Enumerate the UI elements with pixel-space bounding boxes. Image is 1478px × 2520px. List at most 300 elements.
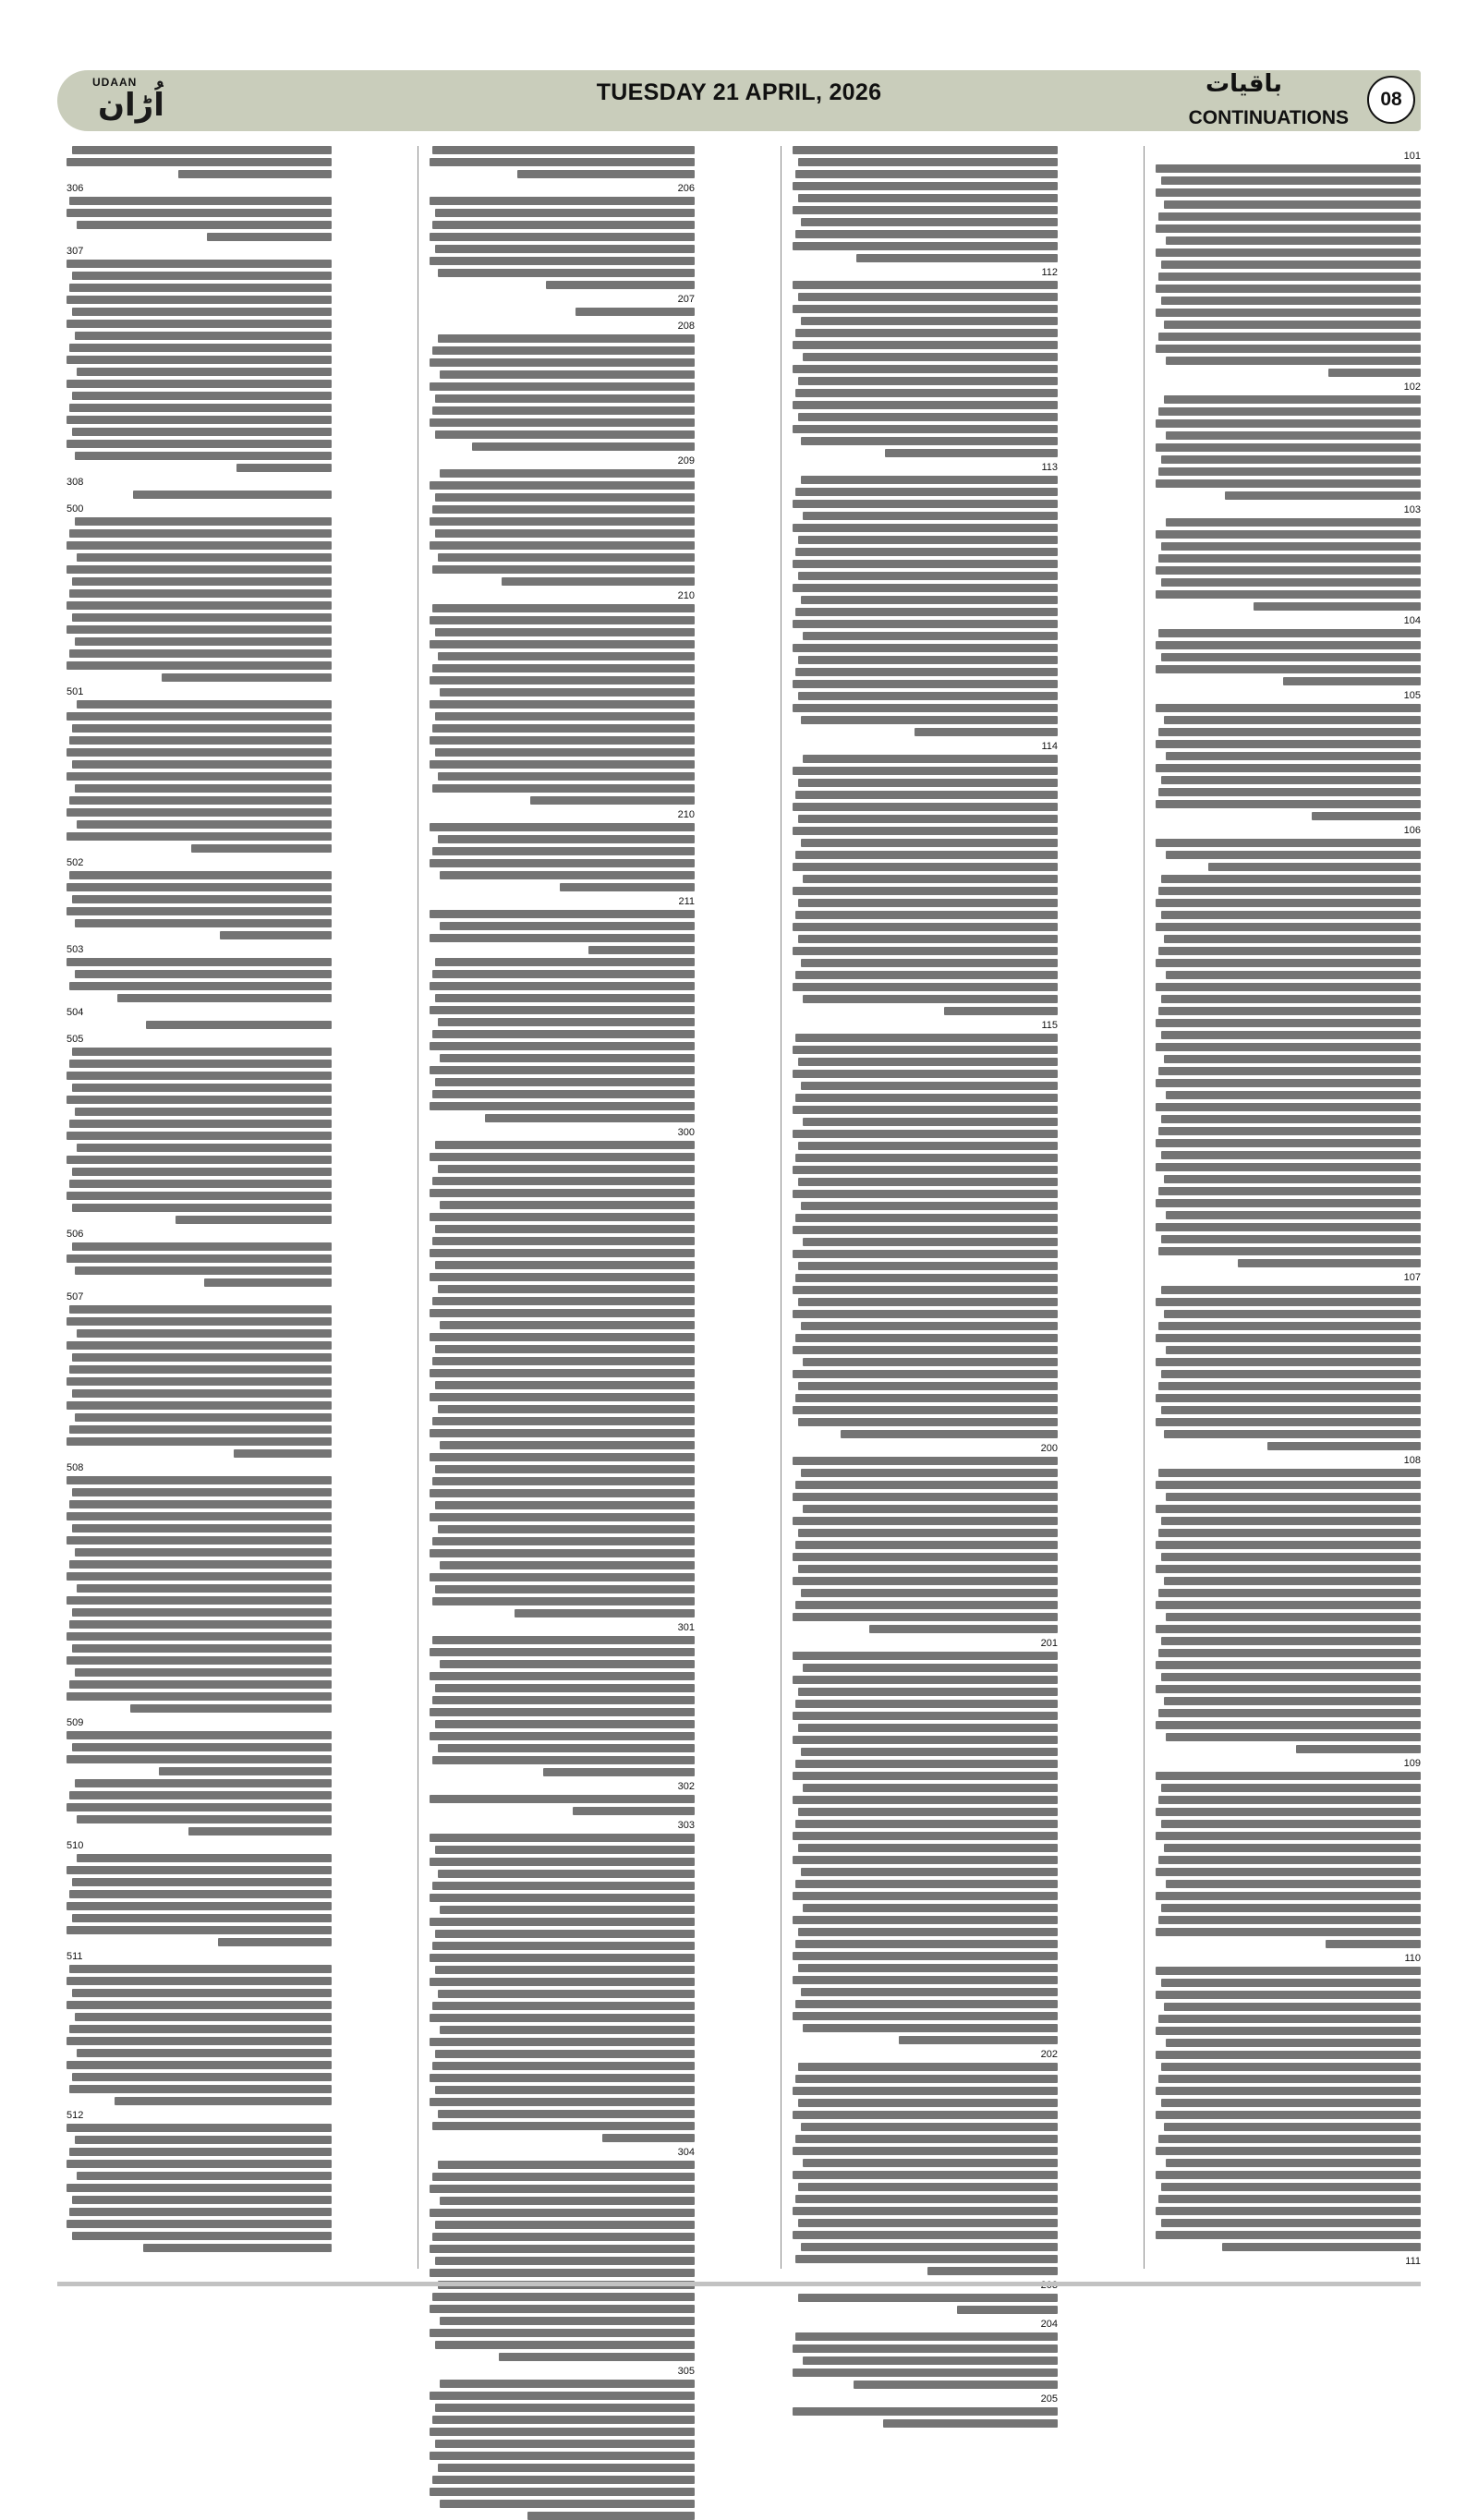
text-line [801, 1322, 1058, 1330]
text-line [72, 1353, 332, 1362]
text-line [1328, 369, 1421, 377]
text-line [1158, 2015, 1421, 2023]
text-line [435, 1684, 695, 1692]
text-line [67, 1341, 332, 1350]
text-line [75, 919, 332, 927]
text-line [793, 242, 1058, 250]
section-number: 302 [677, 1781, 695, 1792]
text-line [1164, 321, 1421, 329]
text-line [435, 2221, 695, 2229]
text-line [435, 1261, 695, 1269]
text-line [1161, 653, 1421, 661]
text-line [795, 851, 1058, 859]
section-number: 306 [67, 183, 84, 194]
text-line [1161, 1151, 1421, 1159]
text-line [67, 2061, 332, 2069]
text-line [1156, 1394, 1421, 1402]
text-line [1161, 911, 1421, 919]
text-line [803, 1238, 1058, 1246]
text-line [798, 815, 1058, 823]
text-line [430, 2392, 695, 2400]
text-line [440, 2026, 695, 2034]
text-line [795, 971, 1058, 979]
text-line [67, 416, 332, 424]
section-number: 504 [67, 1007, 84, 1018]
text-line [1156, 248, 1421, 257]
text-line [795, 2075, 1058, 2083]
logo-urdu: اُڑان [98, 87, 164, 124]
text-line [1326, 1940, 1421, 1948]
text-line [793, 704, 1058, 712]
text-line [234, 1449, 332, 1458]
text-line [435, 430, 695, 439]
text-line [793, 1130, 1058, 1138]
text-line [67, 1192, 332, 1200]
text-line [435, 2050, 695, 2058]
text-line [1225, 491, 1421, 500]
text-line [793, 146, 1058, 154]
text-line [440, 1906, 695, 1914]
text-line [795, 488, 1058, 496]
text-line [793, 1457, 1058, 1465]
section-number: 201 [1040, 1638, 1058, 1649]
text-line [1161, 2063, 1421, 2071]
text-line [793, 1772, 1058, 1780]
text-line [432, 724, 695, 733]
text-line [438, 772, 695, 781]
text-line [793, 1070, 1058, 1078]
text-line [72, 2232, 332, 2240]
text-line [75, 1779, 332, 1787]
text-line [67, 260, 332, 268]
text-line [1166, 752, 1421, 760]
text-line [67, 748, 332, 757]
text-line [1164, 1577, 1421, 1585]
text-line [1158, 1469, 1421, 1477]
text-line [801, 959, 1058, 967]
text-line [75, 332, 332, 340]
text-line [798, 1844, 1058, 1852]
text-line [69, 1680, 332, 1689]
text-line [432, 1177, 695, 1185]
text-line [1166, 1211, 1421, 1219]
text-line [72, 272, 332, 280]
text-line [1158, 1856, 1421, 1864]
text-line [795, 1094, 1058, 1102]
text-line [430, 1393, 695, 1401]
text-line [72, 1242, 332, 1251]
text-line [795, 170, 1058, 178]
text-line [1161, 1115, 1421, 1123]
text-line [1158, 1322, 1421, 1330]
text-line [440, 1441, 695, 1449]
text-line [220, 931, 332, 939]
text-line [793, 1310, 1058, 1318]
text-line [430, 541, 695, 550]
text-line [798, 1418, 1058, 1426]
text-line [885, 449, 1058, 457]
text-line [432, 1636, 695, 1644]
text-line [1164, 1055, 1421, 1063]
text-line [435, 1225, 695, 1233]
text-line [430, 1549, 695, 1557]
text-line [801, 2243, 1058, 2251]
text-line [432, 2173, 695, 2181]
page-header [57, 65, 1421, 137]
text-line [1156, 2087, 1421, 2095]
text-line [72, 146, 332, 154]
text-line [560, 883, 695, 891]
text-line [575, 308, 695, 316]
text-line [430, 823, 695, 831]
text-line [798, 1565, 1058, 1573]
text-line [69, 1060, 332, 1068]
text-line [69, 197, 332, 205]
text-line [430, 676, 695, 685]
text-line [67, 958, 332, 966]
text-line [1158, 1529, 1421, 1537]
text-line [801, 476, 1058, 484]
text-line [72, 308, 332, 316]
text-line [798, 1724, 1058, 1732]
text-line [803, 512, 1058, 520]
text-line [1156, 530, 1421, 539]
text-line [430, 517, 695, 526]
text-line [1164, 935, 1421, 943]
text-line [1156, 188, 1421, 197]
text-line [72, 1084, 332, 1092]
text-line [1164, 1844, 1421, 1852]
text-line [432, 1417, 695, 1425]
text-line [430, 2185, 695, 2193]
text-line [69, 1120, 332, 1128]
text-line [67, 1476, 332, 1484]
text-line [795, 2255, 1058, 2263]
text-line [430, 1153, 695, 1161]
text-line [67, 1572, 332, 1581]
text-line [1156, 839, 1421, 847]
text-line [1161, 2219, 1421, 2227]
text-line [1161, 1517, 1421, 1525]
text-line [176, 1216, 332, 1224]
text-line [543, 1768, 695, 1776]
section-number: 209 [677, 455, 695, 466]
text-line [803, 2159, 1058, 2167]
text-line [798, 2099, 1058, 2107]
text-line [1156, 800, 1421, 808]
text-line [69, 1620, 332, 1629]
text-line [1158, 1187, 1421, 1195]
text-line [1156, 2207, 1421, 2215]
text-line [1166, 357, 1421, 365]
text-line [430, 2209, 695, 2217]
text-line [795, 668, 1058, 676]
text-line [69, 1500, 332, 1508]
text-line [430, 1453, 695, 1461]
text-line [72, 1878, 332, 1886]
text-line [432, 2416, 695, 2424]
section-number: 305 [677, 2366, 695, 2377]
text-line [67, 1926, 332, 1934]
text-line [472, 442, 695, 451]
text-line [1161, 1370, 1421, 1378]
text-line [1161, 455, 1421, 464]
text-line [1156, 1808, 1421, 1816]
text-line [795, 329, 1058, 337]
text-line [801, 2123, 1058, 2131]
text-line [440, 370, 695, 379]
text-line [1156, 1103, 1421, 1111]
text-line [793, 1346, 1058, 1354]
text-line [1158, 407, 1421, 416]
text-line [795, 1601, 1058, 1609]
text-line [67, 565, 332, 574]
text-line [793, 584, 1058, 592]
text-line [793, 863, 1058, 871]
text-line [795, 1481, 1058, 1489]
text-line [1161, 542, 1421, 551]
text-line [432, 2002, 695, 2010]
text-line [438, 835, 695, 843]
text-line [72, 2073, 332, 2081]
text-line [432, 1756, 695, 1764]
text-line [430, 1795, 695, 1803]
text-line [1254, 602, 1421, 611]
section-number: 114 [1041, 741, 1058, 752]
text-line [793, 1676, 1058, 1684]
text-line [435, 493, 695, 502]
text-line [77, 2172, 332, 2180]
text-line [1156, 1079, 1421, 1087]
text-line [435, 712, 695, 721]
text-line [430, 616, 695, 624]
text-line [440, 1054, 695, 1062]
section-number: 301 [677, 1622, 695, 1633]
text-line [430, 1858, 695, 1866]
text-line [430, 418, 695, 427]
text-line [1161, 2099, 1421, 2107]
text-line [1156, 1928, 1421, 1936]
text-line [438, 334, 695, 343]
text-line [67, 1317, 332, 1326]
text-line [795, 1940, 1058, 1948]
text-line [435, 394, 695, 403]
text-line [77, 1815, 332, 1823]
text-line [178, 170, 332, 178]
text-line [1158, 273, 1421, 281]
text-line [69, 796, 332, 805]
section-number: 508 [67, 1462, 84, 1473]
text-line [793, 1892, 1058, 1900]
text-line [432, 1297, 695, 1305]
text-line [432, 1477, 695, 1485]
text-line [793, 887, 1058, 895]
text-line [801, 1868, 1058, 1876]
text-line [795, 1541, 1058, 1549]
text-line [1166, 431, 1421, 440]
text-line [957, 2306, 1058, 2314]
text-line [1296, 1745, 1421, 1753]
text-line [115, 2097, 332, 2105]
text-line [72, 392, 332, 400]
text-line [1156, 164, 1421, 173]
text-line [1161, 1031, 1421, 1039]
text-line [435, 209, 695, 217]
text-line [798, 158, 1058, 166]
text-line [1166, 851, 1421, 859]
text-line [793, 1976, 1058, 1984]
text-line [795, 608, 1058, 616]
text-line [72, 1644, 332, 1653]
text-line [430, 2098, 695, 2106]
text-line [75, 1548, 332, 1557]
text-line [803, 1904, 1058, 1912]
text-line [430, 1066, 695, 1074]
text-line [432, 1237, 695, 1245]
text-line [430, 1978, 695, 1986]
text-line [72, 1743, 332, 1751]
section-number: 509 [67, 1717, 84, 1728]
section-number: 304 [677, 2147, 695, 2158]
text-line [1156, 1967, 1421, 1975]
text-line [430, 1573, 695, 1581]
text-line [69, 529, 332, 538]
text-line [793, 947, 1058, 955]
text-line [1166, 1613, 1421, 1621]
text-line [67, 158, 332, 166]
text-line [795, 230, 1058, 238]
text-line [75, 1266, 332, 1275]
text-line [435, 2404, 695, 2412]
text-line [801, 1469, 1058, 1477]
text-line [1156, 2027, 1421, 2035]
text-line [798, 692, 1058, 700]
text-line [795, 791, 1058, 799]
text-line [1161, 578, 1421, 587]
text-line [795, 1394, 1058, 1402]
text-line [435, 1078, 695, 1086]
text-line [67, 440, 332, 448]
text-line [69, 1425, 332, 1434]
text-line [432, 970, 695, 978]
text-line [236, 464, 332, 472]
text-line [67, 712, 332, 721]
text-line [67, 1656, 332, 1665]
text-line [69, 1791, 332, 1799]
text-line [435, 2341, 695, 2349]
text-line [430, 2038, 695, 2046]
text-line [1156, 285, 1421, 293]
section-number: 502 [67, 857, 84, 868]
text-line [517, 170, 695, 178]
text-line [207, 233, 332, 241]
text-line [69, 2208, 332, 2216]
text-line [430, 358, 695, 367]
text-line [1161, 1286, 1421, 1294]
text-line [798, 2294, 1058, 2302]
text-line [793, 182, 1058, 190]
text-line [75, 452, 332, 460]
text-line [430, 2014, 695, 2022]
text-line [432, 2233, 695, 2241]
text-line [795, 2195, 1058, 2203]
text-line [793, 1577, 1058, 1585]
text-line [793, 1856, 1058, 1864]
text-line [440, 469, 695, 478]
text-line [795, 1214, 1058, 1222]
text-line [67, 296, 332, 304]
text-line [499, 2353, 695, 2361]
text-line [795, 1334, 1058, 1342]
text-line [67, 1902, 332, 1910]
text-line [432, 2122, 695, 2130]
text-line [1166, 2159, 1421, 2167]
text-line [440, 2500, 695, 2508]
text-line [1166, 518, 1421, 527]
text-line [798, 1382, 1058, 1390]
text-line [793, 1613, 1058, 1621]
text-line [72, 577, 332, 586]
text-line [69, 736, 332, 745]
text-line [588, 946, 695, 954]
text-line [432, 146, 695, 154]
text-line [1158, 333, 1421, 341]
text-line [188, 1827, 332, 1835]
text-line [67, 2037, 332, 2045]
text-line [143, 2244, 332, 2252]
text-line [502, 577, 696, 586]
text-line [1156, 2111, 1421, 2119]
text-line [795, 1154, 1058, 1162]
text-line [75, 517, 332, 526]
text-line [1158, 1709, 1421, 1717]
text-line [432, 565, 695, 574]
text-line [1156, 1163, 1421, 1171]
text-line [440, 2197, 695, 2205]
text-line [440, 2317, 695, 2325]
text-line [430, 1249, 695, 1257]
text-line [793, 560, 1058, 568]
text-line [130, 1704, 332, 1713]
text-line [1161, 297, 1421, 305]
text-line [793, 2111, 1058, 2119]
text-line [1156, 983, 1421, 991]
text-line [1164, 200, 1421, 209]
text-line [430, 1834, 695, 1842]
text-line [77, 820, 332, 829]
text-line [793, 767, 1058, 775]
section-number: 506 [67, 1229, 84, 1240]
text-line [793, 2012, 1058, 2020]
column-2 [793, 146, 1058, 2405]
text-line [67, 1377, 332, 1386]
text-line [793, 1652, 1058, 1660]
text-line [67, 661, 332, 670]
text-line [1161, 1820, 1421, 1828]
text-line [432, 604, 695, 612]
text-line [1267, 1442, 1421, 1450]
text-line [77, 368, 332, 376]
text-line [1164, 2003, 1421, 2011]
text-line [1161, 1553, 1421, 1561]
text-line [69, 344, 332, 352]
text-line [435, 1141, 695, 1149]
text-line [430, 257, 695, 265]
text-line [801, 596, 1058, 604]
text-line [803, 2024, 1058, 2032]
text-line [1166, 236, 1421, 245]
text-line [438, 553, 695, 562]
